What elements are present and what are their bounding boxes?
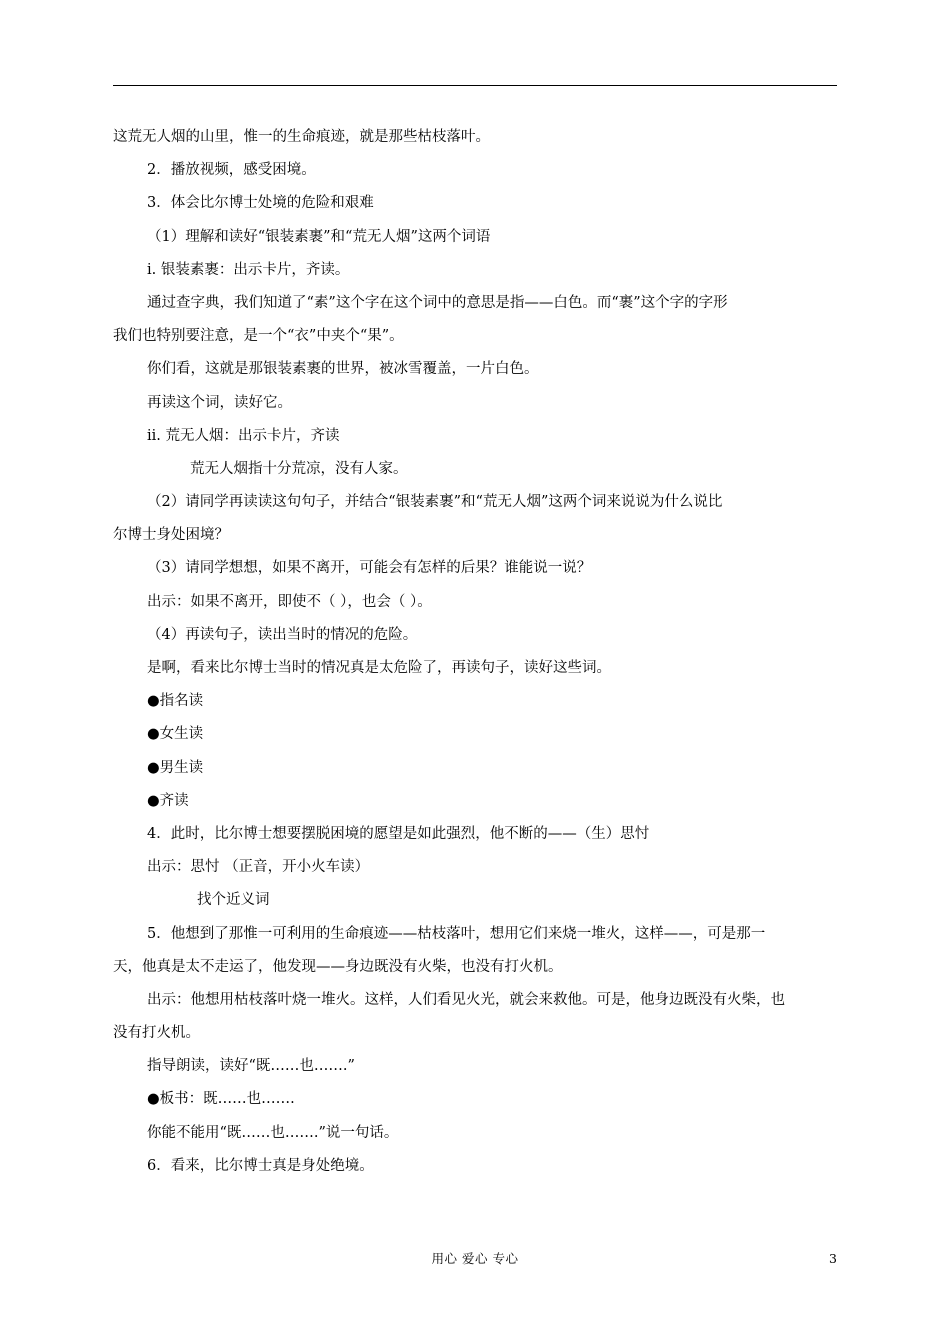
paragraph-line: 尔博士身处困境？ <box>113 527 229 544</box>
bullet-item: ●齐读 <box>147 792 189 809</box>
paragraph-line: （3）请同学想想，如果不离开，可能会有怎样的后果？谁能说一说？ <box>147 560 592 577</box>
paragraph-line: 出示：他想用枯枝落叶烧一堆火。这样，人们看见火光，就会来救他。可是，他身边既没有火柴，也 <box>147 991 785 1008</box>
document-body <box>113 121 837 1183</box>
paragraph-line: 3．体会比尔博士处境的危险和艰难 <box>147 195 374 212</box>
page-footer <box>0 1249 950 1269</box>
paragraph-line: 5．他想到了那惟一可利用的生命痕迹——枯枝落叶，想用它们来烧一堆火，这样——，可是那一 <box>147 925 766 942</box>
paragraph-line: 出示：思忖 （正音，开小火车读） <box>147 859 370 876</box>
paragraph-line: 出示：如果不离开，即使不（ ），也会（ ）。 <box>147 593 432 610</box>
bullet-item: ●男生读 <box>147 759 204 776</box>
paragraph-line: 天，他真是太不走运了，他发现——身边既没有火柴，也没有打火机。 <box>113 958 563 975</box>
paragraph-line: 你能不能用“既……也…….”说一句话。 <box>147 1124 399 1141</box>
paragraph-line: 4．此时，比尔博士想要摆脱困境的愿望是如此强烈，他不断的——（生）思忖 <box>147 825 650 842</box>
paragraph-line: ii. 荒无人烟：出示卡片，齐读 <box>147 427 340 444</box>
bullet-item: ●板书：既……也……. <box>147 1091 295 1108</box>
paragraph-line: （2）请同学再读读这句句子，并结合“银装素裹”和“荒无人烟”这两个词来说说为什么说比 <box>147 494 723 511</box>
paragraph-line: 没有打火机。 <box>113 1025 200 1042</box>
paragraph-line: 我们也特别要注意，是一个“衣”中夹个“果”。 <box>113 328 404 345</box>
paragraph-line: 通过查字典，我们知道了“素”这个字在这个词中的意思是指——白色。而“裹”这个字的字形 <box>147 294 728 311</box>
paragraph-line: （4）再读句子，读出当时的情况的危险。 <box>147 626 418 643</box>
paragraph-line: 荒无人烟指十分荒凉，没有人家。 <box>190 460 408 477</box>
header-rule <box>113 85 837 86</box>
bullet-item: ●女生读 <box>147 726 204 743</box>
bullet-item: ●指名读 <box>147 693 204 710</box>
paragraph-line: 这荒无人烟的山里，惟一的生命痕迹，就是那些枯枝落叶。 <box>113 129 490 145</box>
paragraph-line: 找个近义词 <box>197 892 270 909</box>
paragraph-line: 6．看来，比尔博士真是身处绝境。 <box>147 1157 374 1174</box>
paragraph-line: 是啊，看来比尔博士当时的情况真是太危险了，再读句子，读好这些词。 <box>147 660 611 676</box>
page-number: 3 <box>829 1251 837 1266</box>
paragraph-line: 2．播放视频，感受困境。 <box>147 162 316 179</box>
paragraph-line: 再读这个词，读好它。 <box>147 394 292 411</box>
paragraph-line: i. 银装素裹：出示卡片，齐读。 <box>147 261 350 278</box>
paragraph-line: （1）理解和读好“银装素裹”和“荒无人烟”这两个词语 <box>147 228 491 245</box>
paragraph-line: 指导朗读，读好“既……也…….” <box>147 1058 355 1075</box>
footer-motto: 用心 爱心 专心 <box>431 1251 519 1266</box>
paragraph-line: 你们看，这就是那银装素裹的世界，被冰雪覆盖，一片白色。 <box>147 361 539 378</box>
